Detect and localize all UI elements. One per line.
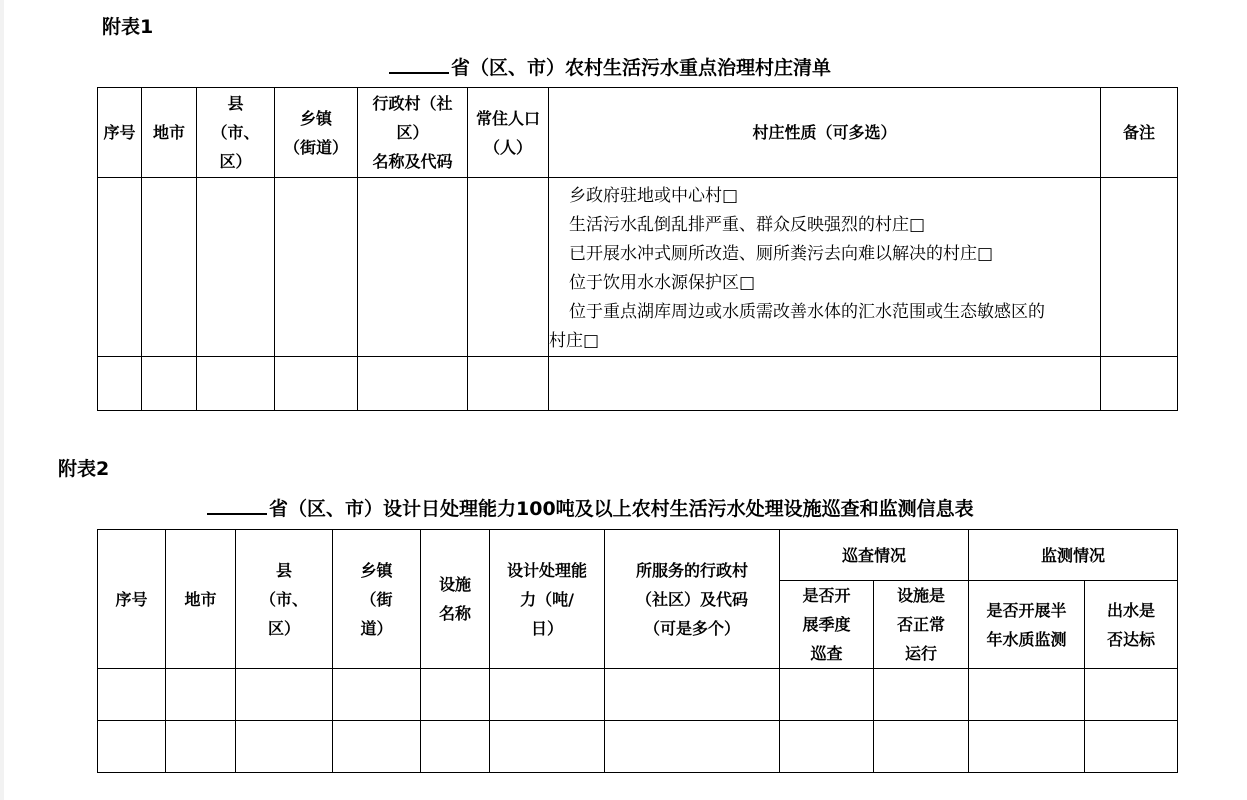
table2-header-iq-l2: 展季度 [802, 615, 851, 634]
table1-cell[interactable] [275, 357, 358, 411]
table1-header-village-l2: 区） [396, 123, 429, 142]
table2-cell[interactable] [166, 669, 236, 721]
table1-label: 附表1 [102, 16, 154, 38]
table2-header-iq-l3: 巡查 [810, 644, 843, 663]
table2-header-county-l2: （市、 [259, 589, 308, 609]
page-left-edge [0, 0, 4, 800]
table2-header-villages-l3: （可是多个） [643, 618, 740, 638]
table1-header-town-l2: （街道） [283, 137, 348, 157]
table2-cell[interactable] [1085, 721, 1178, 773]
table2-cell[interactable] [98, 669, 166, 721]
table2-header-ms-l2: 年水质监测 [986, 629, 1067, 649]
table1-header-county-l2: （市、 [211, 123, 260, 142]
table2-header-facility-l1: 设施 [438, 575, 471, 594]
table2-cell[interactable] [236, 721, 333, 773]
table1-cell[interactable] [197, 357, 275, 411]
table2-title-blank [207, 511, 267, 515]
table1-cell[interactable] [1101, 357, 1178, 411]
table2-header-seq: 序号 [98, 530, 166, 669]
table1-cell[interactable] [98, 357, 142, 411]
nature-option[interactable] [549, 298, 1100, 327]
table2-cell[interactable] [236, 669, 333, 721]
table2-header-facility-l2: 名称 [438, 604, 471, 623]
table1-cell[interactable] [358, 357, 468, 411]
table1-header-seq: 序号 [98, 88, 142, 178]
nature-option[interactable] [549, 211, 1100, 240]
table1-header-city: 地市 [142, 88, 197, 178]
table2-cell[interactable] [1085, 669, 1178, 721]
nature-option-text: 生活污水乱倒乱排严重、群众反映强烈的村庄□ [569, 215, 926, 235]
nature-option[interactable] [549, 182, 1100, 211]
table2-cell[interactable] [421, 721, 490, 773]
table2-label: 附表2 [58, 458, 110, 480]
table2-header-inspection: 巡查情况 [780, 530, 969, 581]
nature-option-text: 已开展水冲式厕所改造、厕所粪污去向难以解决的村庄□ [569, 244, 994, 264]
table1-header-county-l3: 区） [219, 152, 252, 171]
table1-cell[interactable] [98, 178, 142, 357]
table1-title-row [389, 56, 831, 80]
nature-option-text: 乡政府驻地或中心村□ [569, 186, 739, 206]
table1-header-town [275, 88, 358, 178]
nature-option-continued[interactable] [549, 327, 1100, 356]
table2-header-mc-l2: 否达标 [1107, 629, 1156, 649]
table1-header-village [358, 88, 468, 178]
table1-title: 省（区、市）农村生活污水重点治理村庄清单 [451, 57, 832, 79]
table-row [98, 178, 1178, 357]
table1-cell[interactable] [468, 357, 549, 411]
table2-header-monitoring-semiannual [969, 581, 1085, 669]
table2-cell[interactable] [874, 721, 969, 773]
table1-header-village-l1: 行政村（社 [372, 94, 453, 113]
table-row [98, 721, 1178, 773]
table2-header-inspection-normal [874, 581, 969, 669]
table2-header-in-l2: 否正常 [897, 615, 946, 634]
table2-cell[interactable] [605, 669, 780, 721]
table2-header-facility [421, 530, 490, 669]
table2-header-capacity-l3: 日） [530, 618, 563, 638]
table1-header-population-l2: （人） [483, 137, 532, 157]
table2-header-town-l3: 道） [360, 618, 393, 638]
table1-nature-options [549, 178, 1101, 357]
table1-header-town-l1: 乡镇 [299, 108, 332, 128]
table2-cell[interactable] [874, 669, 969, 721]
table1-header-nature: 村庄性质（可多选） [549, 88, 1101, 178]
table2-header-monitoring-compliance [1085, 581, 1178, 669]
table1 [97, 87, 1178, 411]
table1-cell[interactable] [1101, 178, 1178, 357]
table2-header-county [236, 530, 333, 669]
table2-header-row1 [98, 530, 1178, 581]
table1-header-village-l3: 名称及代码 [372, 152, 453, 171]
table2-header-inspection-quarterly [780, 581, 874, 669]
table2-header-capacity-l1: 设计处理能 [506, 560, 587, 580]
table2-cell[interactable] [333, 721, 421, 773]
table2-header-ms-l1: 是否开展半 [986, 600, 1067, 620]
nature-option[interactable] [549, 269, 1100, 298]
table1-header-row [98, 88, 1178, 178]
table2-cell[interactable] [490, 721, 605, 773]
nature-option-text: 位于饮用水水源保护区□ [569, 273, 756, 293]
table1-title-blank [389, 70, 449, 74]
table2-cell[interactable] [490, 669, 605, 721]
table2-header-county-l1: 县 [275, 560, 292, 580]
table2-header-capacity [490, 530, 605, 669]
table1-header-remark: 备注 [1101, 88, 1178, 178]
table1-cell[interactable] [197, 178, 275, 357]
table2-header-villages [605, 530, 780, 669]
table2-header-county-l3: 区） [267, 618, 300, 638]
table2-header-iq-l1: 是否开 [802, 586, 851, 605]
table1-cell[interactable] [142, 357, 197, 411]
table2-header-city: 地市 [166, 530, 236, 669]
table2-header-villages-l2: （社区）及代码 [635, 589, 748, 609]
table2-cell[interactable] [780, 669, 874, 721]
table1-cell[interactable] [275, 178, 358, 357]
table2-cell[interactable] [421, 669, 490, 721]
table1-header-county [197, 88, 275, 178]
table1-header-county-l1: 县 [227, 94, 244, 113]
table1-cell[interactable] [358, 178, 468, 357]
table2-header-villages-l1: 所服务的行政村 [635, 560, 748, 580]
table2-header-town [333, 530, 421, 669]
table2-cell[interactable] [166, 721, 236, 773]
table2-header-capacity-l2: 力（吨/ [520, 589, 574, 609]
table1-cell[interactable] [142, 178, 197, 357]
table2-header-mc-l1: 出水是 [1107, 600, 1156, 620]
nature-option-text: 位于重点湖库周边或水质需改善水体的汇水范围或生态敏感区的 [569, 302, 1045, 322]
table-row [98, 357, 1178, 411]
table2-cell[interactable] [98, 721, 166, 773]
table2-header-town-l2: （街 [360, 589, 393, 609]
table1-cell[interactable] [468, 178, 549, 357]
table2-header-town-l1: 乡镇 [360, 560, 393, 580]
nature-option[interactable] [549, 240, 1100, 269]
table2-cell[interactable] [969, 669, 1085, 721]
nature-option-text: 村庄□ [549, 331, 600, 351]
table2-cell[interactable] [780, 721, 874, 773]
table1-cell[interactable] [549, 357, 1101, 411]
table2-header-in-l1: 设施是 [897, 586, 946, 605]
table2-title: 省（区、市）设计日处理能力100吨及以上农村生活污水处理设施巡查和监测信息表 [269, 498, 974, 520]
table-row [98, 669, 1178, 721]
table2-cell[interactable] [969, 721, 1085, 773]
table1-header-population [468, 88, 549, 178]
table2-cell[interactable] [605, 721, 780, 773]
table2-header-in-l3: 运行 [905, 644, 938, 663]
table2 [97, 529, 1178, 773]
table2-cell[interactable] [333, 669, 421, 721]
table2-title-row [207, 497, 974, 521]
table2-header-monitoring: 监测情况 [969, 530, 1178, 581]
table1-header-population-l1: 常住人口 [475, 108, 540, 128]
